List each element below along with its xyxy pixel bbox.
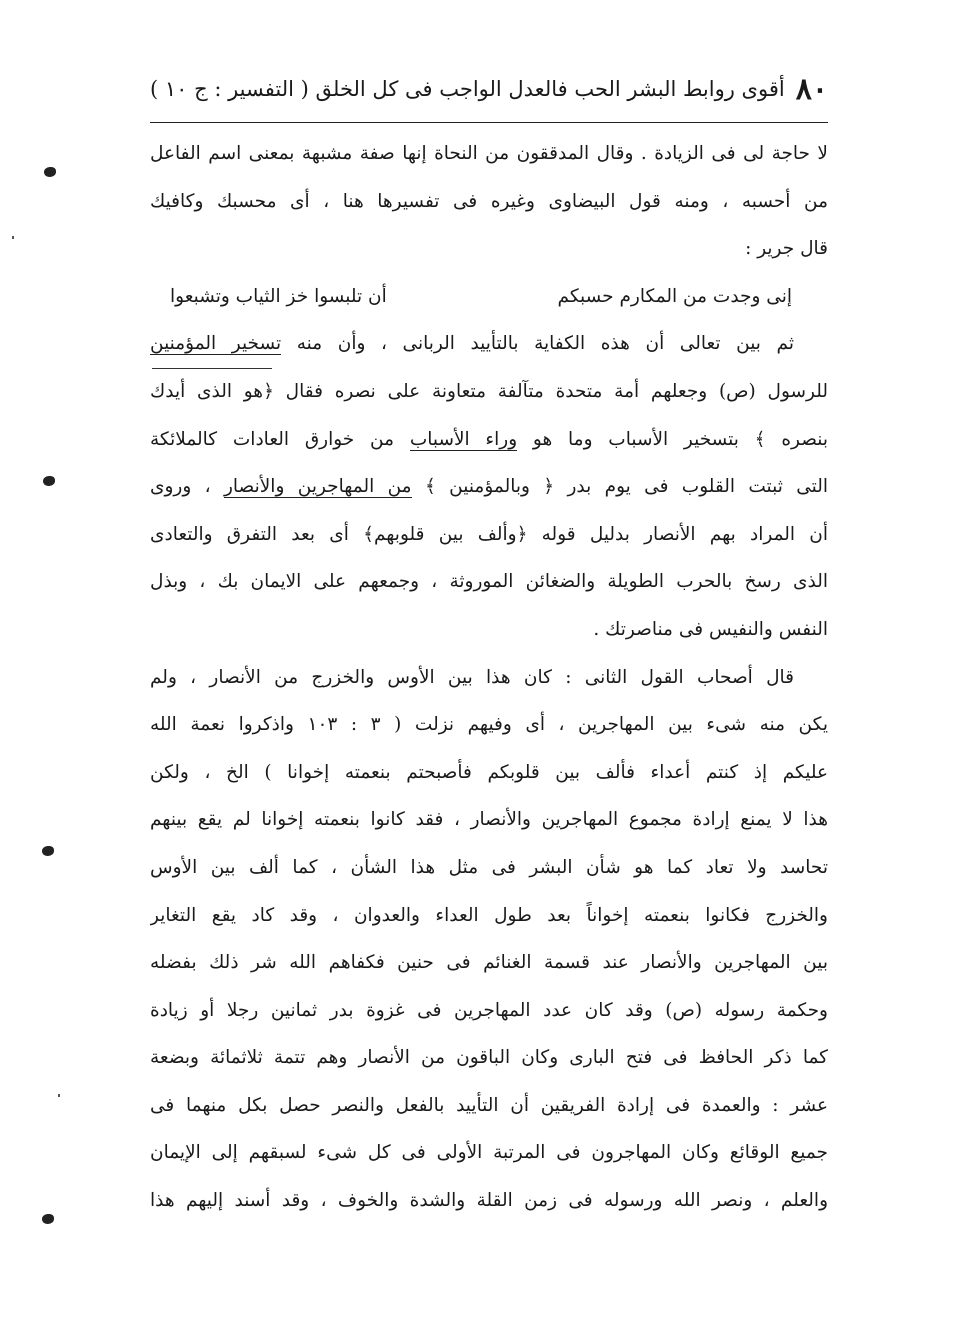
text-line: قال جرير : (745, 238, 828, 260)
text-line: قال أصحاب القول الثانى : كان هذا بين الأوس والخزرج من الأنصار ، ولم (150, 666, 794, 688)
line-text: ، وروى (150, 476, 224, 498)
underlined-text: تسخير المؤمنين (150, 333, 282, 355)
scan-speck (58, 1094, 60, 1097)
text-line (150, 320, 828, 368)
text-line: بين المهاجرين والأنصار عند قسمة الغنائم فى حنين فكفاهم الله شر ذلك بفضله (150, 952, 828, 974)
line-text: ثم بين تعالى أن هذه الكفاية بالتأييد الربانى ، وأن منه (281, 333, 794, 355)
underlined-text: وراء الأسباب (409, 428, 518, 450)
text-line: هذا لا يمنع إرادة مجموع المهاجرين والأنصار ، فقد كانوا بنعمته إخوانا لم يقع بينهم (150, 809, 828, 831)
scan-ink-mark (42, 1214, 54, 1224)
text-body (150, 130, 828, 1225)
page-number: ٨٠ (795, 71, 828, 107)
text-line (150, 463, 828, 511)
line-text: من خوارق العادات كالملائكة (150, 428, 410, 450)
text-line: عشر : والعمدة فى إرادة الفريقين أن التأييد بالفعل والنصر حصل بكل منهما فى (150, 1094, 828, 1116)
text-line: كما ذكر الحافظ فى فتح البارى وكان الباقون من الأنصار وهم تتمة ثلاثمائة وبضعة (150, 1047, 828, 1069)
text-line: للرسول (ص) وجعلهم أمة متحدة متآلفة متعاونة على نصره فقال ﴿هو الذى أيدك (150, 380, 828, 402)
scan-ink-mark (43, 476, 55, 486)
text-line: أن المراد بهم الأنصار بدليل قوله ﴿وألف بين قلوبهم﴾ أى بعد التفرق والتعادى (150, 523, 828, 545)
scan-ink-mark (42, 846, 54, 856)
header-rule (150, 122, 828, 123)
verse-first-hemistich: إنى وجدت من المكارم حسبكم (557, 285, 792, 307)
page-header (150, 62, 828, 116)
text-line: عليكم إذ كنتم أعداء فألف بين قلوبكم فأصبحتم بنعمته إخوانا ) الخ ، ولكن (150, 761, 828, 783)
line-text: التى ثبتت القلوب فى يوم بدر ﴿ وبالمؤمنين ﴾ (411, 476, 828, 498)
poetry-verse (150, 273, 828, 321)
text-line: النفس والنفيس فى مناصرتك . (593, 618, 828, 640)
text-line: والخزرج فكانوا بنعمته إخواناً بعد طول العداء والعدوان ، وقد كاد يقع التغاير (150, 904, 828, 926)
text-line: والعلم ، ونصر الله ورسوله فى زمن القلة والشدة والخوف ، وقد أسند إليهم هذا (150, 1190, 828, 1212)
text-line (150, 416, 828, 464)
text-line: الذى رسخ بالحرب الطويلة والضغائن الموروثة ، وجمعهم على الايمان بك ، وبذل (150, 571, 828, 593)
line-text: بنصره ﴾ بتسخير الأسباب وما هو (517, 428, 828, 450)
text-line: يكن منه شىء بين المهاجرين ، أى وفيهم نزلت ( ٣ : ١٠٣ واذكروا نعمة الله (150, 714, 828, 736)
text-line: وحكمة رسوله (ص) وقد كان عدد المهاجرين فى غزوة بدر ثمانين رجلا أو زيادة (150, 999, 828, 1021)
scan-ink-mark (44, 167, 56, 177)
scan-speck (12, 236, 14, 239)
text-line: تحاسد ولا تعاد كما هو شأن البشر فى مثل هذا الشأن ، كما ألف بين الأوس (150, 856, 828, 878)
running-title: أقوى روابط البشر الحب فالعدل الواجب فى كل الخلق ( التفسير : ج ١٠ ) (150, 77, 785, 101)
text-line: جميع الوقائع وكان المهاجرون فى المرتبة الأولى فى كل شىء لسبقهم إلى الإيمان (150, 1142, 828, 1164)
text-line: من أحسبه ، ومنه قول البيضاوى وغيره فى تفسيرها هنا ، أى محسبك وكافيك (150, 190, 828, 212)
verse-second-hemistich: أن تلبسوا خز الثياب وتشبعوا (170, 285, 387, 307)
text-line: لا حاجة لى فى الزيادة . وقال المدققون من النحاة إنها صفة مشبهة بمعنى اسم الفاعل (150, 143, 828, 164)
underlined-text: من المهاجرين والأنصار (223, 476, 412, 498)
